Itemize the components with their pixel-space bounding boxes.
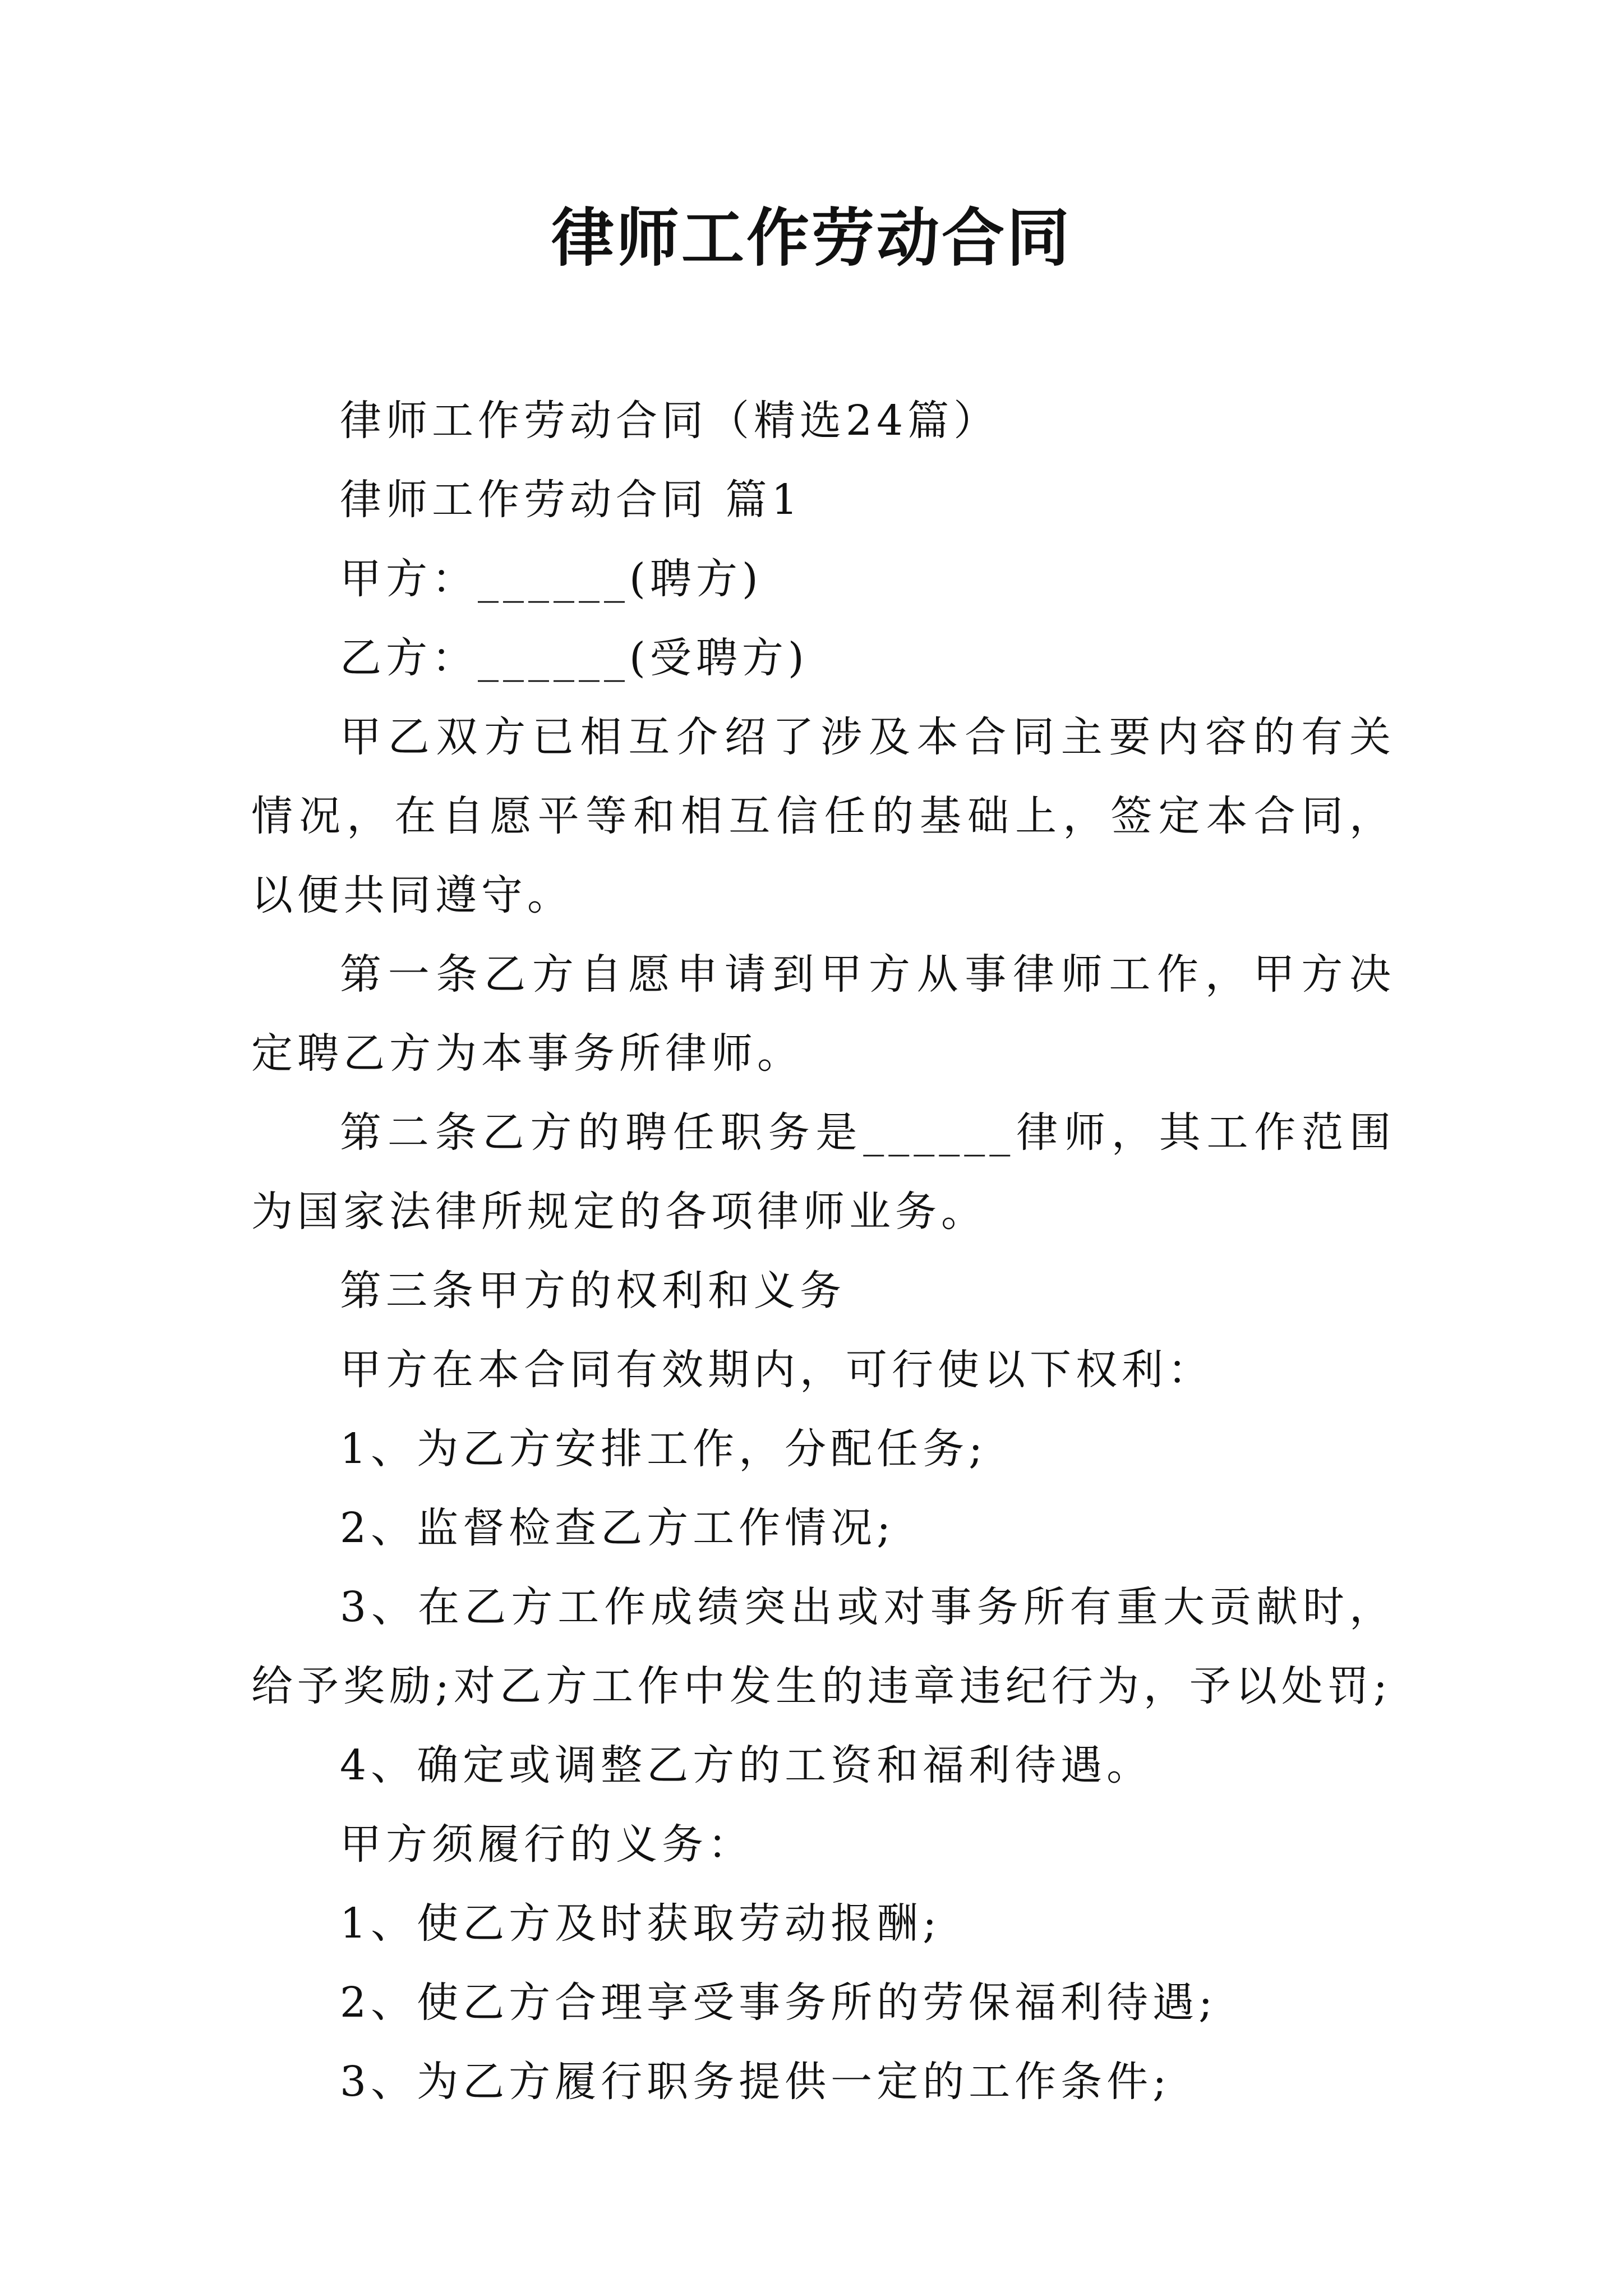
paragraph-clause-3-heading: 第三条甲方的权利和义务 — [340, 1267, 846, 1315]
paragraph-party-b: 乙方：______(受聘方) — [340, 634, 809, 682]
paragraph-right-3: 3、在乙方工作成绩突出或对事务所有重大贡献时，给予奖励;对乙方工作中发生的违章违纪行为，予以处罚; — [251, 1583, 1395, 1710]
document-title: 律师工作劳动合同 — [551, 201, 1072, 275]
paragraph-right-2: 2、监督检查乙方工作情况; — [340, 1504, 896, 1552]
paragraph-duty-2: 2、使乙方合理享受事务所的劳保福利待遇; — [340, 1978, 1218, 2027]
document-body — [251, 381, 1395, 2122]
paragraph-clause-2: 第二条乙方的聘任职务是______律师，其工作范围为国家法律所规定的各项律师业务。 — [251, 1108, 1395, 1236]
paragraph-rights-intro: 甲方在本合同有效期内，可行使以下权利： — [340, 1346, 1214, 1394]
paragraph-duties-intro: 甲方须履行的义务： — [340, 1820, 754, 1869]
paragraph-duty-1: 1、使乙方及时获取劳动报酬; — [340, 1899, 942, 1948]
paragraph-collection-heading: 律师工作劳动合同（精选24篇） — [340, 397, 1000, 445]
paragraph-preamble: 甲乙双方已相互介绍了涉及本合同主要内容的有关情况，在自愿平等和相互信任的基础上，签定本合同，以便共同遵守。 — [251, 713, 1395, 919]
paragraph-clause-1: 第一条乙方自愿申请到甲方从事律师工作，甲方决定聘乙方为本事务所律师。 — [251, 950, 1395, 1078]
paragraph-right-1: 1、为乙方安排工作，分配任务; — [340, 1425, 988, 1473]
paragraph-duty-3: 3、为乙方履行职务提供一定的工作条件; — [340, 2058, 1172, 2106]
paragraph-right-4: 4、确定或调整乙方的工资和福利待遇。 — [340, 1741, 1153, 1789]
paragraph-party-a: 甲方：______(聘方) — [340, 555, 763, 603]
paragraph-article-heading: 律师工作劳动合同 篇1 — [340, 476, 803, 524]
